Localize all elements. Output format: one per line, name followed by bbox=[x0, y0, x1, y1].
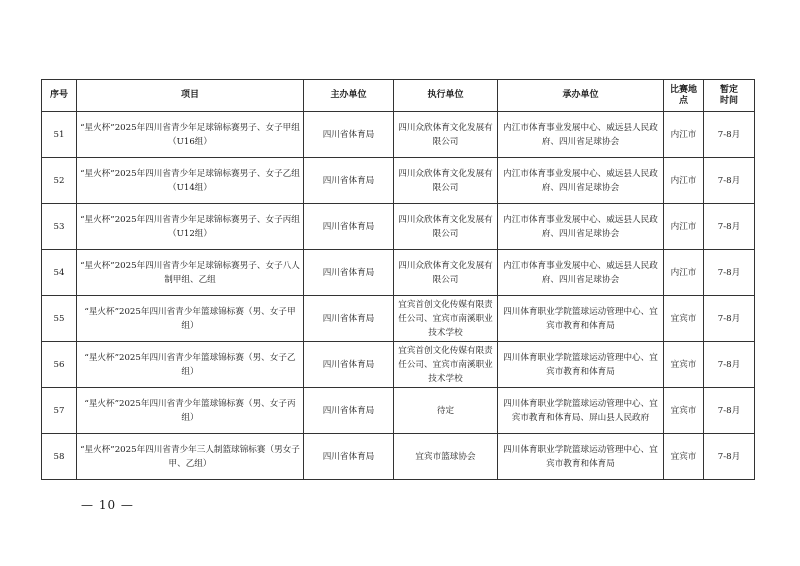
cell-organizer: 内江市体育事业发展中心、威远县人民政府、四川省足球协会 bbox=[498, 204, 664, 250]
cell-time: 7-8月 bbox=[704, 434, 755, 480]
cell-no: 57 bbox=[42, 388, 77, 434]
cell-organizer: 四川体育职业学院篮球运动管理中心、宜宾市教育和体育局 bbox=[498, 296, 664, 342]
cell-venue: 宜宾市 bbox=[664, 434, 704, 480]
cell-time: 7-8月 bbox=[704, 158, 755, 204]
table-header-row bbox=[42, 80, 755, 112]
cell-organizer: 内江市体育事业发展中心、威远县人民政府、四川省足球协会 bbox=[498, 158, 664, 204]
header-organizer: 承办单位 bbox=[498, 80, 664, 112]
cell-no: 52 bbox=[42, 158, 77, 204]
cell-organizer: 内江市体育事业发展中心、威远县人民政府、四川省足球协会 bbox=[498, 250, 664, 296]
header-host: 主办单位 bbox=[304, 80, 394, 112]
cell-project: “星火杯”2025年四川省青少年篮球锦标赛（男、女子甲组） bbox=[77, 296, 304, 342]
table-row bbox=[42, 112, 755, 158]
cell-time: 7-8月 bbox=[704, 296, 755, 342]
header-no: 序号 bbox=[42, 80, 77, 112]
page-number: — 10 — bbox=[81, 498, 134, 512]
table-row bbox=[42, 342, 755, 388]
cell-venue: 内江市 bbox=[664, 204, 704, 250]
cell-project: “星火杯”2025年四川省青少年篮球锦标赛（男、女子丙组） bbox=[77, 388, 304, 434]
cell-host: 四川省体育局 bbox=[304, 158, 394, 204]
cell-organizer: 四川体育职业学院篮球运动管理中心、宜宾市教育和体育局 bbox=[498, 434, 664, 480]
cell-host: 四川省体育局 bbox=[304, 342, 394, 388]
table-row bbox=[42, 204, 755, 250]
cell-project: “星火杯”2025年四川省青少年三人制篮球锦标赛（男女子甲、乙组） bbox=[77, 434, 304, 480]
cell-executor: 宜宾首创文化传媒有限责任公司、宜宾市南溪职业技术学校 bbox=[394, 342, 498, 388]
cell-executor: 宜宾市篮球协会 bbox=[394, 434, 498, 480]
header-executor: 执行单位 bbox=[394, 80, 498, 112]
cell-time: 7-8月 bbox=[704, 204, 755, 250]
cell-host: 四川省体育局 bbox=[304, 112, 394, 158]
cell-no: 56 bbox=[42, 342, 77, 388]
table-row bbox=[42, 296, 755, 342]
cell-venue: 内江市 bbox=[664, 250, 704, 296]
cell-organizer: 内江市体育事业发展中心、威远县人民政府、四川省足球协会 bbox=[498, 112, 664, 158]
cell-venue: 宜宾市 bbox=[664, 296, 704, 342]
cell-organizer: 四川体育职业学院篮球运动管理中心、宜宾市教育和体育局 bbox=[498, 342, 664, 388]
cell-time: 7-8月 bbox=[704, 112, 755, 158]
table-row bbox=[42, 434, 755, 480]
cell-executor: 四川众欣体育文化发展有限公司 bbox=[394, 204, 498, 250]
cell-host: 四川省体育局 bbox=[304, 250, 394, 296]
table-row bbox=[42, 388, 755, 434]
cell-venue: 内江市 bbox=[664, 112, 704, 158]
cell-no: 53 bbox=[42, 204, 77, 250]
table-row bbox=[42, 158, 755, 204]
cell-organizer: 四川体育职业学院篮球运动管理中心、宜宾市教育和体育局、屏山县人民政府 bbox=[498, 388, 664, 434]
cell-host: 四川省体育局 bbox=[304, 434, 394, 480]
cell-project: “星火杯”2025年四川省青少年足球锦标赛男子、女子八人制甲组、乙组 bbox=[77, 250, 304, 296]
cell-project: “星火杯”2025年四川省青少年足球锦标赛男子、女子甲组（U16组） bbox=[77, 112, 304, 158]
cell-host: 四川省体育局 bbox=[304, 204, 394, 250]
cell-time: 7-8月 bbox=[704, 342, 755, 388]
cell-executor: 四川众欣体育文化发展有限公司 bbox=[394, 158, 498, 204]
cell-project: “星火杯”2025年四川省青少年篮球锦标赛（男、女子乙组） bbox=[77, 342, 304, 388]
cell-no: 55 bbox=[42, 296, 77, 342]
header-venue: 比赛地 点 bbox=[664, 80, 704, 112]
cell-venue: 宜宾市 bbox=[664, 388, 704, 434]
cell-venue: 内江市 bbox=[664, 158, 704, 204]
cell-no: 51 bbox=[42, 112, 77, 158]
table-row bbox=[42, 250, 755, 296]
cell-project: “星火杯”2025年四川省青少年足球锦标赛男子、女子乙组（U14组） bbox=[77, 158, 304, 204]
cell-project: “星火杯”2025年四川省青少年足球锦标赛男子、女子丙组（U12组） bbox=[77, 204, 304, 250]
cell-no: 54 bbox=[42, 250, 77, 296]
cell-executor: 四川众欣体育文化发展有限公司 bbox=[394, 250, 498, 296]
header-time: 暂定 时间 bbox=[704, 80, 755, 112]
cell-no: 58 bbox=[42, 434, 77, 480]
cell-time: 7-8月 bbox=[704, 388, 755, 434]
cell-executor: 待定 bbox=[394, 388, 498, 434]
cell-host: 四川省体育局 bbox=[304, 296, 394, 342]
header-project: 项目 bbox=[77, 80, 304, 112]
cell-executor: 四川众欣体育文化发展有限公司 bbox=[394, 112, 498, 158]
schedule-table bbox=[41, 79, 755, 480]
cell-time: 7-8月 bbox=[704, 250, 755, 296]
cell-executor: 宜宾首创文化传媒有限责任公司、宜宾市南溪职业技术学校 bbox=[394, 296, 498, 342]
cell-venue: 宜宾市 bbox=[664, 342, 704, 388]
cell-host: 四川省体育局 bbox=[304, 388, 394, 434]
